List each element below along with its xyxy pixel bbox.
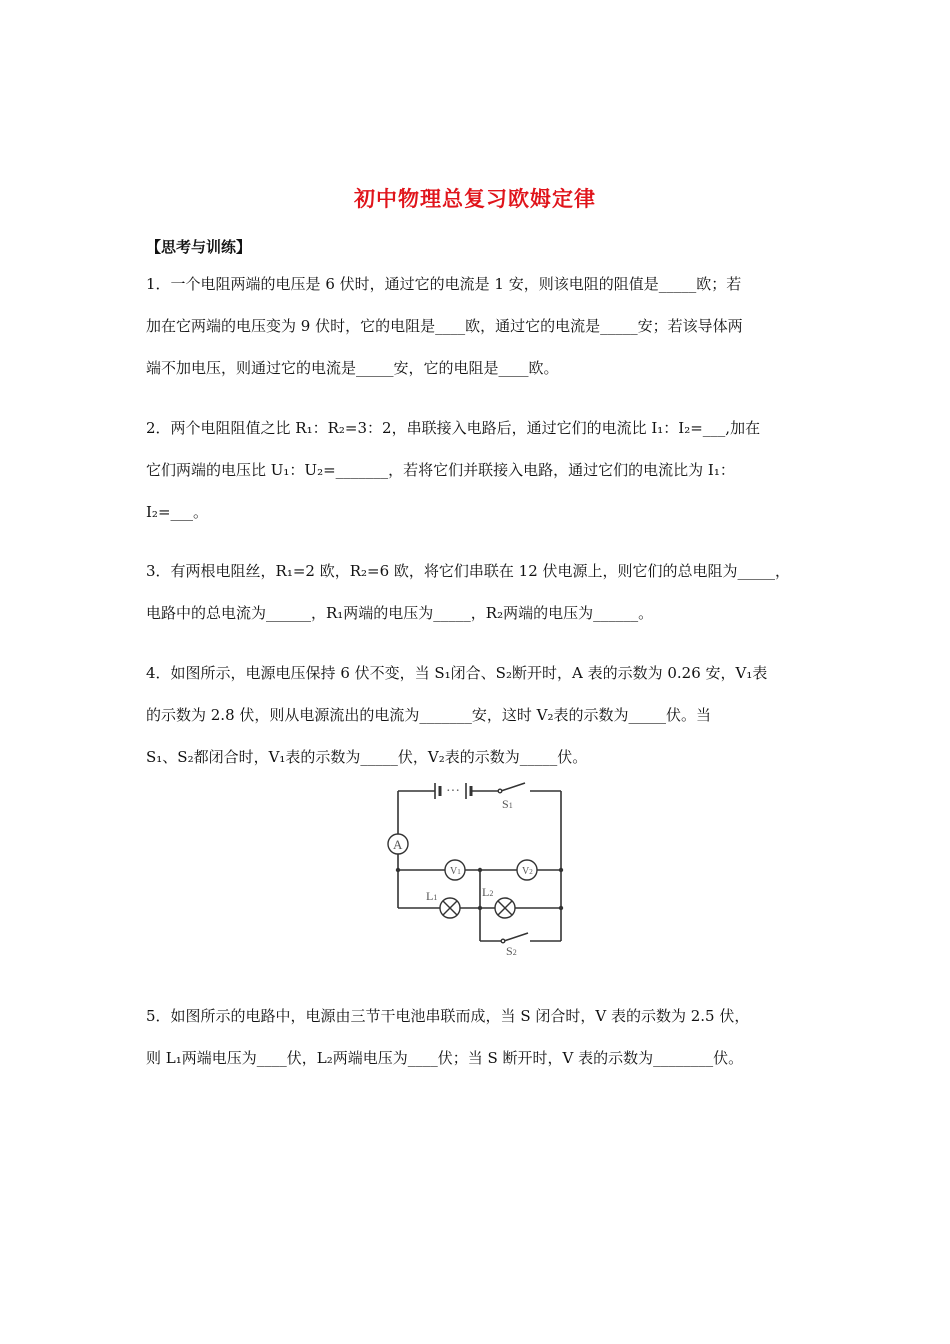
question-line: 5．如图所示的电路中，电源由三节干电池串联而成，当 S 闭合时，V 表的示数为 2.5 伏， (146, 1007, 750, 1025)
switch-1-label: S1 (502, 797, 513, 811)
question-line: 2．两个电阻阻值之比 R₁：R₂=3：2，串联接入电路后，通过它们的电流比 I₁：I₂=___,加在 (146, 419, 761, 437)
lamp-2-label: L2 (482, 885, 494, 899)
question-line: 的示数为 2.8 伏，则从电源流出的电流为_______安，这时 V₂表的示数为_____伏。当 (146, 706, 712, 724)
lamp-1-label: L1 (426, 889, 438, 903)
question-line: 端不加电压，则通过它的电流是_____安，它的电阻是____欧。 (146, 359, 559, 377)
question-line: 加在它两端的电压变为 9 伏时，它的电阻是____欧，通过它的电流是_____安；若该导体两 (146, 317, 743, 335)
question-line: 电路中的总电流为______，R₁两端的电压为_____，R₂两端的电压为______。 (146, 604, 654, 622)
question-line: 它们两端的电压比 U₁：U₂=_______，若将它们并联接入电路，通过它们的电流比为 I₁： (146, 461, 735, 479)
question-line: 1．一个电阻两端的电压是 6 伏时，通过它的电流是 1 安，则该电阻的阻值是_____欧；若 (146, 275, 742, 293)
question-line: 则 L₁两端电压为____伏，L₂两端电压为____伏；当 S 断开时，V 表的示数为________伏。 (146, 1049, 744, 1067)
voltmeter-2-label: V2 (522, 866, 533, 877)
battery-dots: ··· (446, 784, 460, 799)
ammeter-label: A (393, 837, 403, 852)
circuit-diagram (380, 775, 580, 965)
voltmeter-1-label: V1 (450, 866, 461, 877)
question-line: I₂=___。 (146, 503, 209, 521)
question-line: 4．如图所示，电源电压保持 6 伏不变，当 S₁闭合、S₂断开时，A 表的示数为 0.26 安，V₁表 (146, 664, 768, 682)
section-heading: 【思考与训练】 (146, 238, 252, 256)
question-line: 3．有两根电阻丝，R₁=2 欧，R₂=6 欧，将它们串联在 12 伏电源上，则它们的总电阻为_____， (146, 562, 791, 580)
page-title: 初中物理总复习欧姆定律 (354, 187, 596, 211)
question-line: S₁、S₂都闭合时，V₁表的示数为_____伏，V₂表的示数为_____伏。 (146, 748, 588, 766)
switch-2-label: S2 (506, 944, 517, 958)
